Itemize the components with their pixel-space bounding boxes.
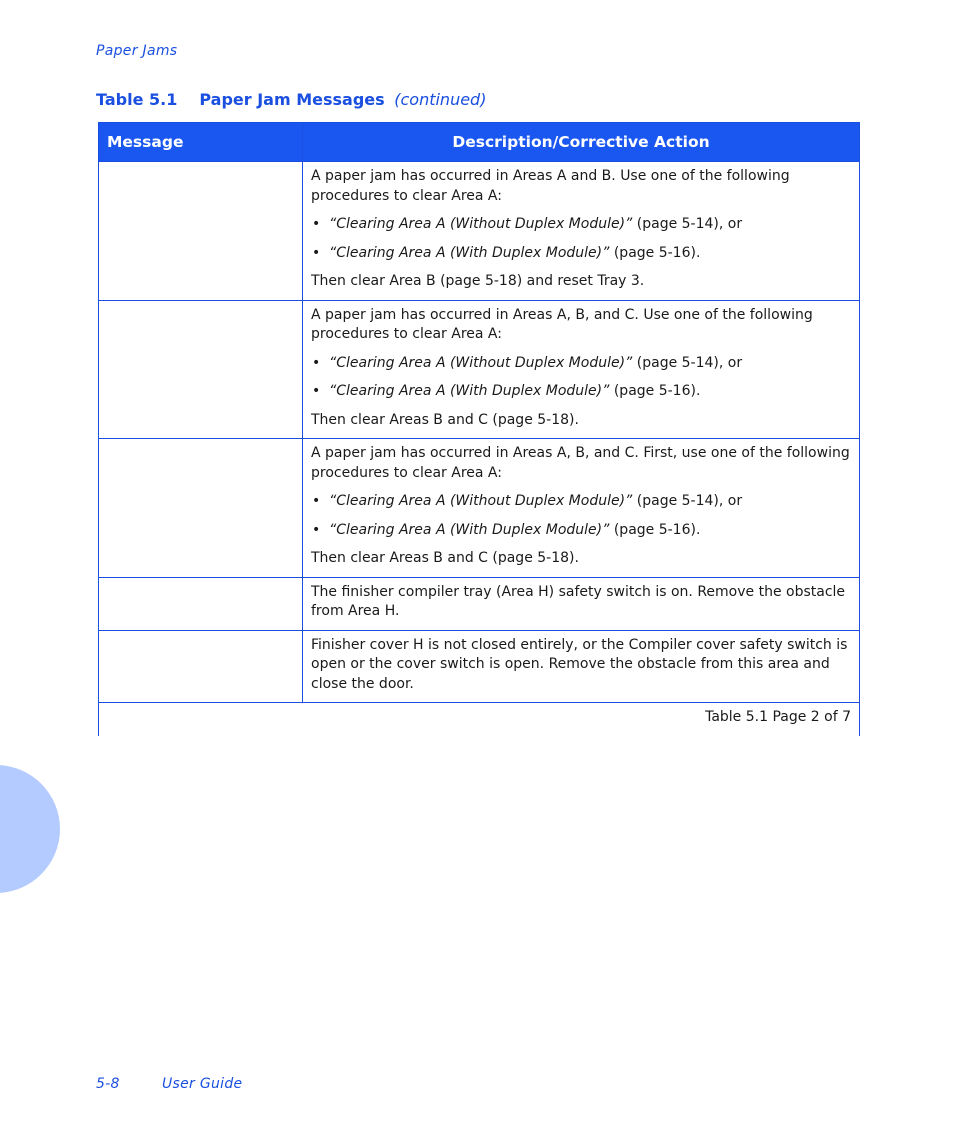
- message-cell: [99, 439, 303, 578]
- page-ref: (page 5-16).: [609, 244, 701, 261]
- description-closing: Then clear Areas B and C (page 5-18).: [311, 411, 579, 428]
- header-description: Description/Corrective Action: [303, 123, 860, 162]
- page-ref: (page 5-16).: [609, 521, 701, 538]
- cross-reference: “Clearing Area A (With Duplex Module)”: [329, 244, 610, 261]
- guide-title: User Guide: [162, 1076, 243, 1092]
- page-ref: (page 5-16).: [609, 383, 701, 399]
- bullet-item: [311, 244, 851, 264]
- description-cell: [303, 300, 860, 439]
- bullet-item: [311, 354, 851, 374]
- bullet-item: [311, 215, 851, 235]
- description-intro: A paper jam has occurred in Areas A, B, and C. Use one of the following procedures to clear Area A:: [311, 306, 813, 342]
- description-cell: [303, 439, 860, 578]
- table-footer-row: [99, 703, 860, 736]
- table-number: Table 5.1: [96, 90, 178, 109]
- header-message: Message: [99, 123, 303, 162]
- page-ref: (page 5-14), or: [632, 493, 743, 509]
- message-cell: [99, 162, 303, 301]
- page-ref: (page 5-14), or: [632, 216, 743, 232]
- table-caption: [96, 90, 486, 109]
- description-intro: A paper jam has occurred in Areas A, B, and C. First, use one of the following procedures to clear Area A:: [311, 445, 850, 481]
- paper-jam-messages-table: [98, 122, 860, 736]
- cross-reference: “Clearing Area A (Without Duplex Module)”: [329, 493, 633, 509]
- message-cell: [99, 300, 303, 439]
- table-row: [99, 577, 860, 630]
- cross-reference: “Clearing Area A (Without Duplex Module)”: [329, 216, 633, 232]
- description-cell: [303, 577, 860, 630]
- bullet-item: [311, 521, 851, 541]
- cross-reference: “Clearing Area A (Without Duplex Module)”: [329, 354, 633, 371]
- description-closing: Then clear Area B (page 5-18) and reset Tray 3.: [311, 273, 645, 289]
- table-page-note: Table 5.1 Page 2 of 7: [303, 703, 860, 736]
- description-cell: [303, 162, 860, 301]
- description-closing: Then clear Areas B and C (page 5-18).: [311, 550, 579, 566]
- bullet-item: [311, 492, 851, 512]
- cross-reference: “Clearing Area A (With Duplex Module)”: [329, 383, 610, 399]
- message-cell: [99, 577, 303, 630]
- description-cell: [303, 630, 860, 703]
- chapter-thumb-tab: [0, 765, 60, 893]
- bullet-item: [311, 382, 851, 402]
- running-head: Paper Jams: [96, 43, 178, 59]
- table-row: [99, 300, 860, 439]
- table-footer-left: [99, 703, 303, 736]
- page-number: 5-8: [96, 1076, 120, 1092]
- table-title: Paper Jam Messages: [199, 90, 385, 109]
- table-continued: (continued): [394, 90, 487, 109]
- table-row: [99, 630, 860, 703]
- table-header-row: [99, 123, 860, 162]
- description-text: Finisher cover H is not closed entirely, or the Compiler cover safety switch is open or the cover switch is open. Remove the obstacle from this area and close the door.: [311, 636, 848, 692]
- message-cell: [99, 630, 303, 703]
- table-row: [99, 162, 860, 301]
- table-row: [99, 439, 860, 578]
- cross-reference: “Clearing Area A (With Duplex Module)”: [329, 521, 610, 538]
- description-text: The finisher compiler tray (Area H) safety switch is on. Remove the obstacle from Area H.: [311, 583, 846, 619]
- page-footer: [96, 1076, 242, 1092]
- page-ref: (page 5-14), or: [632, 354, 743, 371]
- description-intro: A paper jam has occurred in Areas A and B. Use one of the following procedures to clear Area A:: [311, 168, 790, 204]
